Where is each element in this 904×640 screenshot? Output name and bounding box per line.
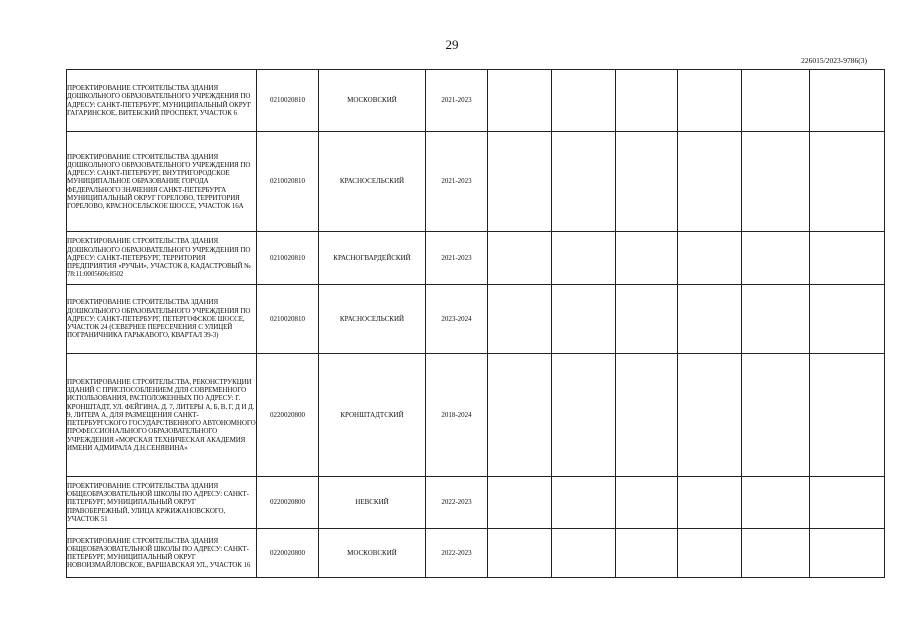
period-cell: 2021-2023 [426, 232, 488, 285]
empty-cell [678, 477, 742, 529]
empty-cell [552, 477, 616, 529]
district-cell: НЕВСКИЙ [319, 477, 426, 529]
table-body [67, 70, 885, 578]
empty-cell [742, 132, 810, 232]
object-name-cell: ПРОЕКТИРОВАНИЕ СТРОИТЕЛЬСТВА ЗДАНИЯ ДОШКОЛЬНОГО ОБРАЗОВАТЕЛЬНОГО УЧРЕЖДЕНИЯ ПО АДРЕСУ: САНКТ-ПЕТЕРБУРГ, ПЕТЕРГОФСКОЕ ШОССЕ, УЧАСТОК 24 (СЕВЕРНЕЕ ПЕРЕСЕЧЕНИЯ С УЛИЦЕЙ ПОГРАНИЧНИКА ГАРЬКАВОГО, КВАРТАЛ 39-3) [67, 285, 257, 354]
empty-cell [678, 232, 742, 285]
table-row [67, 285, 885, 354]
period-cell: 2023-2024 [426, 285, 488, 354]
budget-code-cell: 0220020800 [257, 529, 319, 578]
empty-cell [678, 354, 742, 477]
table-row [67, 354, 885, 477]
empty-cell [552, 529, 616, 578]
program-table [66, 69, 885, 578]
district-cell: КРАСНОСЕЛЬСКИЙ [319, 132, 426, 232]
district-cell: КРАСНОГВАРДЕЙСКИЙ [319, 232, 426, 285]
district-cell: КРОНШТАДТСКИЙ [319, 354, 426, 477]
budget-code-cell: 0210020810 [257, 232, 319, 285]
object-name-cell: ПРОЕКТИРОВАНИЕ СТРОИТЕЛЬСТВА, РЕКОНСТРУКЦИИ ЗДАНИЙ С ПРИСПОСОБЛЕНИЕМ ДЛЯ СОВРЕМЕННОГО ИСПОЛЬЗОВАНИЯ, РАСПОЛОЖЕННЫХ ПО АДРЕСУ: Г. КРОНШТАДТ, УЛ. ФЕЙГИНА, Д. 7, ЛИТЕРЫ А, Б, В, Г, Д И Д. 9, ЛИТЕРА А, ДЛЯ РАЗМЕЩЕНИЯ САНКТ-ПЕТЕРБУРГСКОГО ГОСУДАРСТВЕННОГО АВТОНОМНОГО ПРОФЕССИОНАЛЬНОГО ОБРАЗОВАТЕЛЬНОГО УЧРЕЖДЕНИЯ «МОРСКАЯ ТЕХНИЧЕСКАЯ АКАДЕМИЯ ИМЕНИ АДМИРАЛА Д.Н.СЕНЯВИНА» [67, 354, 257, 477]
object-name-cell: ПРОЕКТИРОВАНИЕ СТРОИТЕЛЬСТВА ЗДАНИЯ ДОШКОЛЬНОГО ОБРАЗОВАТЕЛЬНОГО УЧРЕЖДЕНИЯ ПО АДРЕСУ: САНКТ-ПЕТЕРБУРГ, ТЕРРИТОРИЯ ПРЕДПРИЯТИЯ «РУЧЬИ», УЧАСТОК 8, КАДАСТРОВЫЙ № 78:11:0005606:8502 [67, 232, 257, 285]
empty-cell [616, 70, 678, 132]
empty-cell [616, 285, 678, 354]
object-name-cell: ПРОЕКТИРОВАНИЕ СТРОИТЕЛЬСТВА ЗДАНИЯ ДОШКОЛЬНОГО ОБРАЗОВАТЕЛЬНОГО УЧРЕЖДЕНИЯ ПО АДРЕСУ: САНКТ-ПЕТЕРБУРГ, МУНИЦИПАЛЬНЫЙ ОКРУГ ГАГАРИНСКОЕ, ВИТЕБСКИЙ ПРОСПЕКТ, УЧАСТОК 6 [67, 70, 257, 132]
empty-cell [488, 529, 552, 578]
empty-cell [616, 477, 678, 529]
empty-cell [616, 232, 678, 285]
empty-cell [488, 354, 552, 477]
empty-cell [488, 477, 552, 529]
period-cell: 2022-2023 [426, 477, 488, 529]
empty-cell [810, 285, 885, 354]
empty-cell [616, 529, 678, 578]
budget-code-cell: 0220020800 [257, 354, 319, 477]
empty-cell [678, 132, 742, 232]
empty-cell [552, 232, 616, 285]
budget-code-cell: 0210020810 [257, 70, 319, 132]
budget-code-cell: 0220020800 [257, 477, 319, 529]
table-row [67, 529, 885, 578]
empty-cell [488, 70, 552, 132]
district-cell: МОСКОВСКИЙ [319, 529, 426, 578]
empty-cell [488, 285, 552, 354]
table-row [67, 70, 885, 132]
empty-cell [810, 354, 885, 477]
empty-cell [616, 132, 678, 232]
empty-cell [810, 477, 885, 529]
empty-cell [678, 285, 742, 354]
empty-cell [616, 354, 678, 477]
empty-cell [742, 70, 810, 132]
empty-cell [742, 354, 810, 477]
object-name-cell: ПРОЕКТИРОВАНИЕ СТРОИТЕЛЬСТВА ЗДАНИЯ ОБЩЕОБРАЗОВАТЕЛЬНОЙ ШКОЛЫ ПО АДРЕСУ: САНКТ-ПЕТЕРБУРГ, МУНИЦИПАЛЬНЫЙ ОКРУГ ПРАВОБЕРЕЖНЫЙ, УЛИЦА КРЖИЖАНОВСКОГО, УЧАСТОК 51 [67, 477, 257, 529]
district-cell: МОСКОВСКИЙ [319, 70, 426, 132]
empty-cell [678, 529, 742, 578]
empty-cell [488, 232, 552, 285]
empty-cell [810, 529, 885, 578]
object-name-cell: ПРОЕКТИРОВАНИЕ СТРОИТЕЛЬСТВА ЗДАНИЯ ДОШКОЛЬНОГО ОБРАЗОВАТЕЛЬНОГО УЧРЕЖДЕНИЯ ПО АДРЕСУ: САНКТ-ПЕТЕРБУРГ, ВНУТРИГОРОДСКОЕ МУНИЦИПАЛЬНОЕ ОБРАЗОВАНИЕ ГОРОДА ФЕДЕРАЛЬНОГО ЗНАЧЕНИЯ САНКТ-ПЕТЕРБУРГА МУНИЦИПАЛЬНЫЙ ОКРУГ ГОРЕЛОВО, ТЕРРИТОРИЯ ГОРЕЛОВО, КРАСНОСЕЛЬСКОЕ ШОССЕ, УЧАСТОК 16А [67, 132, 257, 232]
budget-code-cell: 0210020810 [257, 285, 319, 354]
period-cell: 2022-2023 [426, 529, 488, 578]
table-row [67, 232, 885, 285]
empty-cell [810, 132, 885, 232]
budget-code-cell: 0210020810 [257, 132, 319, 232]
empty-cell [810, 232, 885, 285]
empty-cell [742, 529, 810, 578]
empty-cell [552, 285, 616, 354]
period-cell: 2021-2023 [426, 70, 488, 132]
table-row [67, 477, 885, 529]
empty-cell [742, 232, 810, 285]
table-row [67, 132, 885, 232]
object-name-cell: ПРОЕКТИРОВАНИЕ СТРОИТЕЛЬСТВА ЗДАНИЯ ОБЩЕОБРАЗОВАТЕЛЬНОЙ ШКОЛЫ ПО АДРЕСУ: САНКТ-ПЕТЕРБУРГ, МУНИЦИПАЛЬНЫЙ ОКРУГ НОВОИЗМАЙЛОВСКОЕ, ВАРШАВСКАЯ УЛ., УЧАСТОК 16 [67, 529, 257, 578]
period-cell: 2018-2024 [426, 354, 488, 477]
district-cell: КРАСНОСЕЛЬСКИЙ [319, 285, 426, 354]
empty-cell [552, 70, 616, 132]
period-cell: 2021-2023 [426, 132, 488, 232]
empty-cell [552, 354, 616, 477]
page-number: 29 [445, 37, 459, 52]
empty-cell [552, 132, 616, 232]
empty-cell [742, 285, 810, 354]
empty-cell [678, 70, 742, 132]
empty-cell [488, 132, 552, 232]
empty-cell [742, 477, 810, 529]
empty-cell [810, 70, 885, 132]
document-reference: 226015/2023-9786(3) [801, 56, 867, 65]
